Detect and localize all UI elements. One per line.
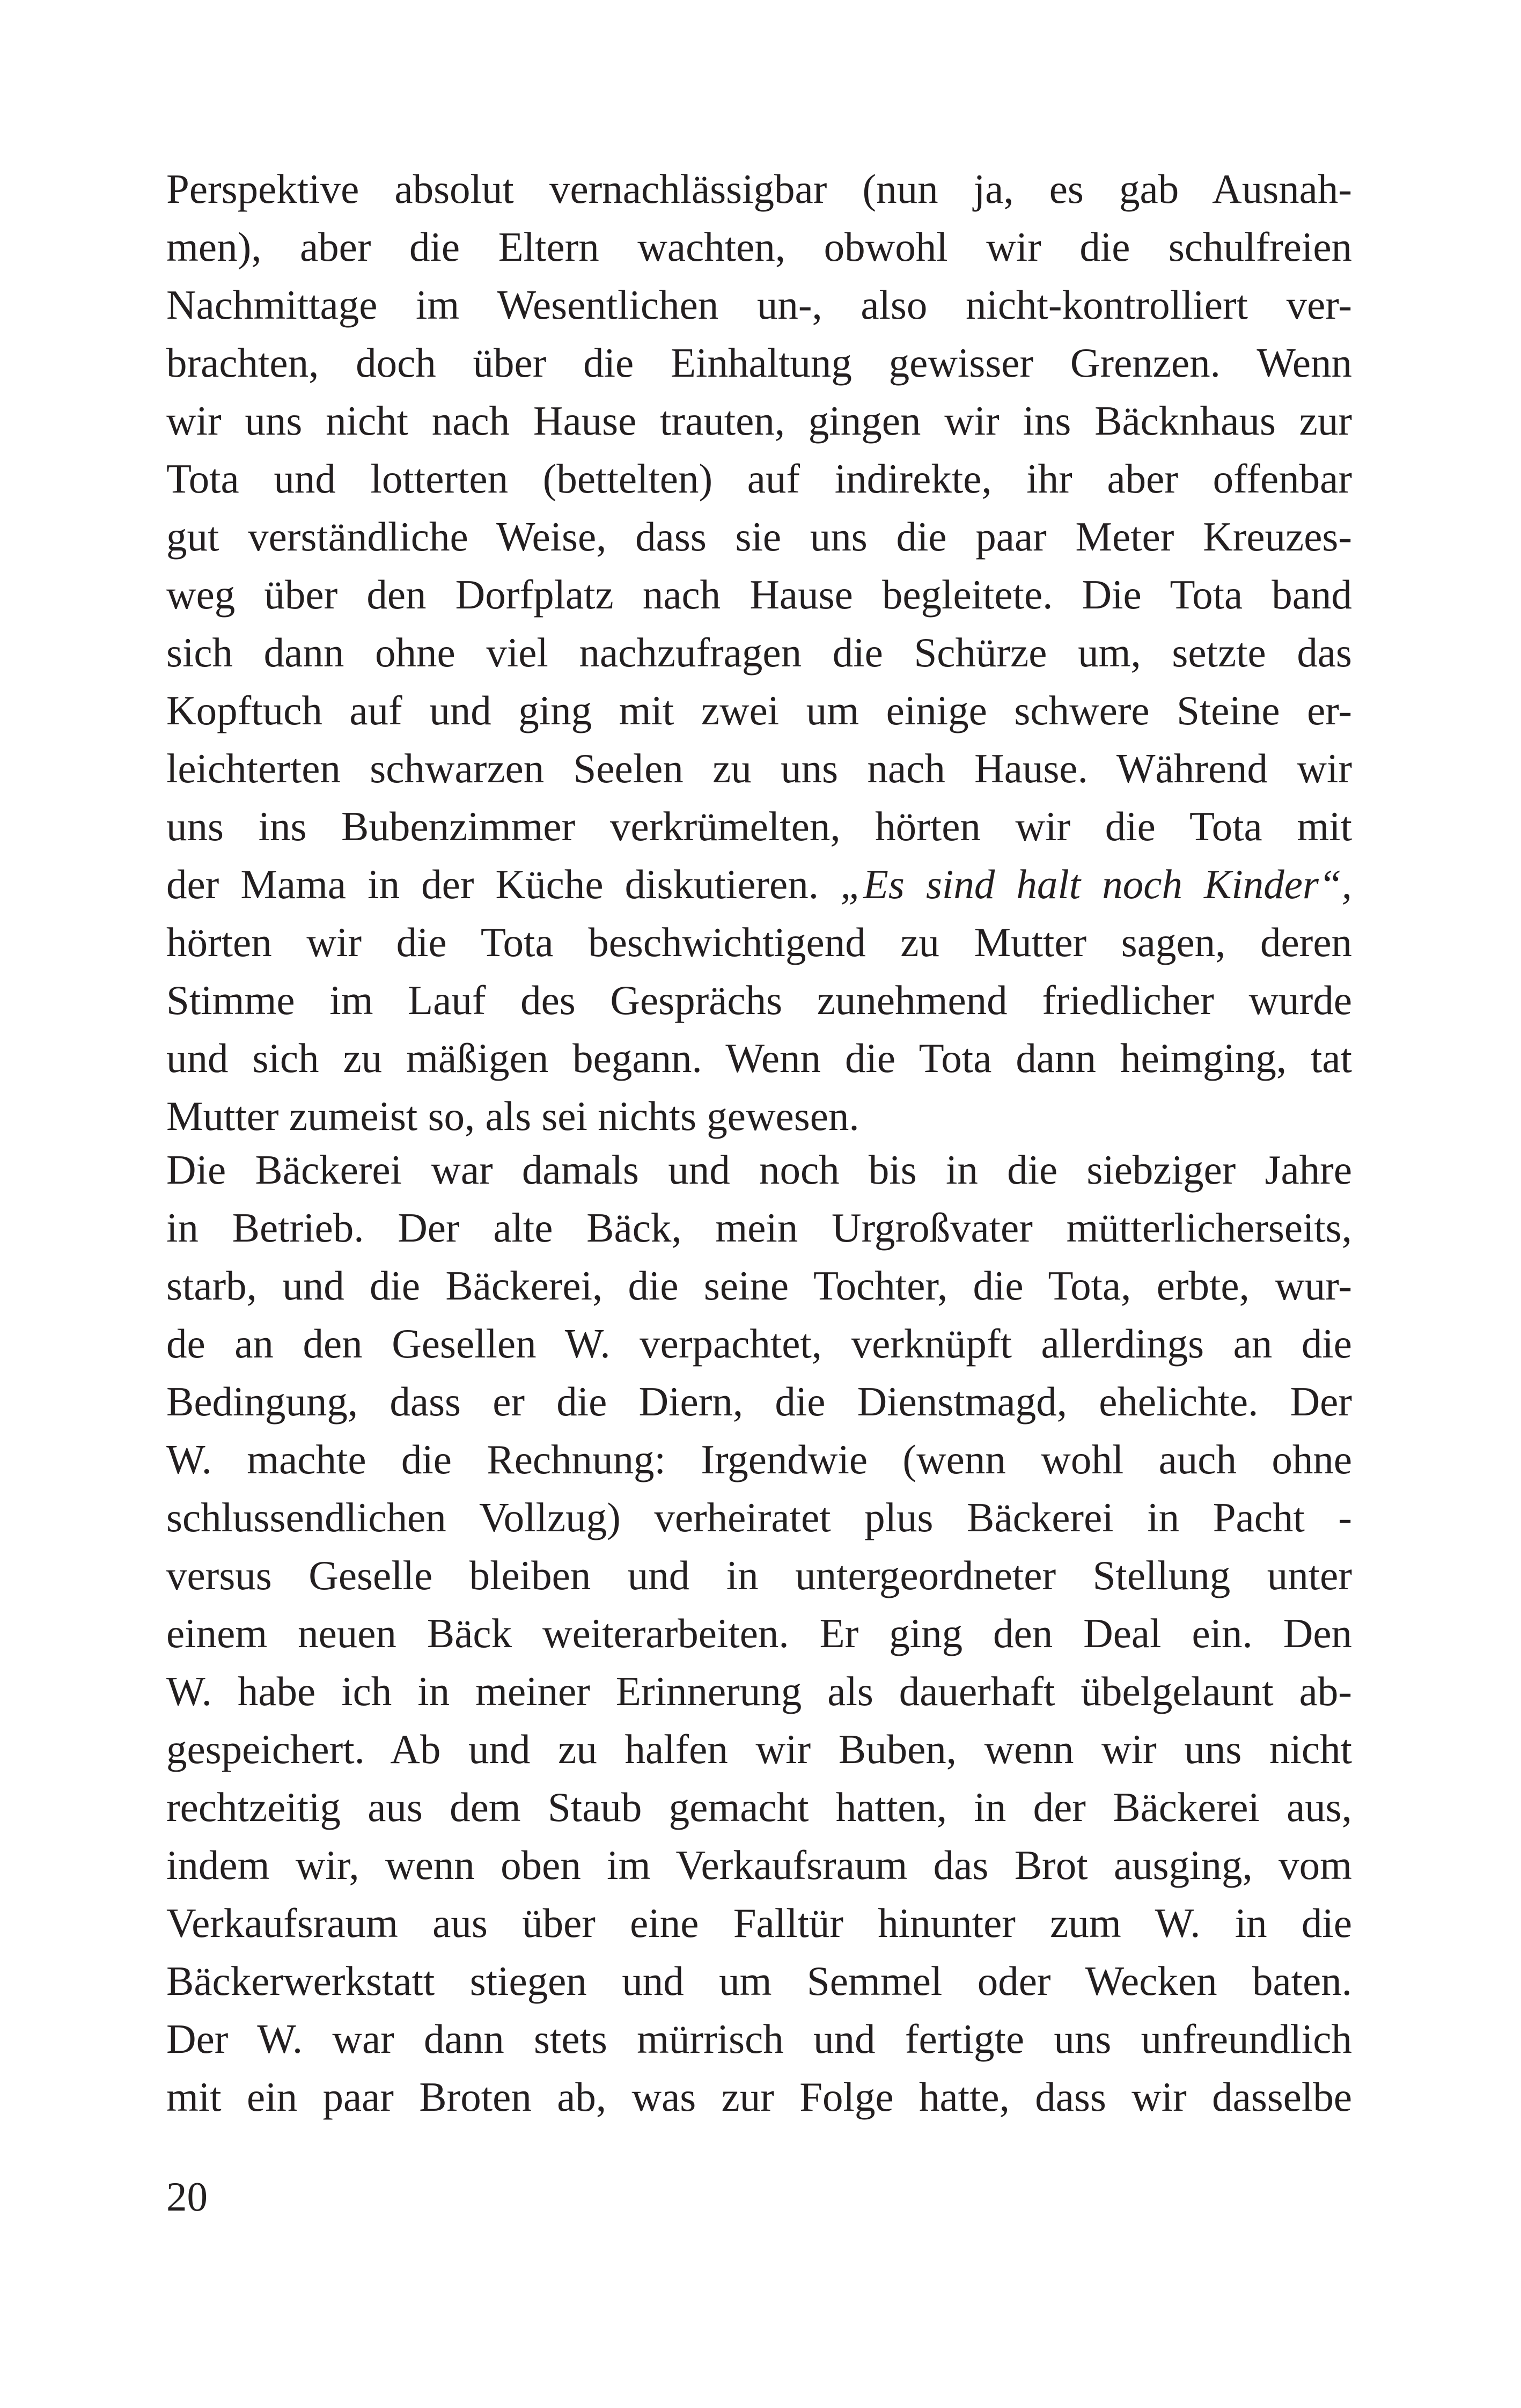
text-line: Mutter zumeist so, als sei nichts gewesen.	[166, 1093, 859, 1139]
text-line: Perspektive absolut vernachlässigbar (nun ja, es gab Ausnah-	[166, 166, 1352, 212]
text-line: schlussendlichen Vollzug) verheiratet plus Bäckerei in Pacht -	[166, 1494, 1352, 1540]
text-line: gut verständliche Weise, dass sie uns die paar Meter Kreuzes-	[166, 513, 1352, 560]
text-line: in Betrieb. Der alte Bäck, mein Urgroßvater mütterlicherseits,	[166, 1205, 1352, 1251]
text-line: versus Geselle bleiben und in untergeordneter Stellung unter	[166, 1552, 1352, 1598]
text-line: mit ein paar Broten ab, was zur Folge hatte, dass wir dasselbe	[166, 2074, 1352, 2120]
text-line: Stimme im Lauf des Gesprächs zunehmend friedlicher wurde	[166, 977, 1352, 1023]
text-segment: der Mama in der Küche diskutieren.	[166, 861, 819, 907]
text-line: Nachmittage im Wesentlichen un-, also nicht-kontrolliert ver-	[166, 282, 1352, 328]
text-line: leichterten schwarzen Seelen zu uns nach Hause. Während wir	[166, 745, 1352, 791]
paragraph-2	[166, 1141, 1352, 2126]
page-number: 20	[166, 2174, 208, 2220]
text-line: indem wir, wenn oben im Verkaufsraum das Brot ausging, vom	[166, 1842, 1352, 1888]
text-line: W. habe ich in meiner Erinnerung als dauerhaft übelgelaunt ab-	[166, 1668, 1352, 1714]
text-line: brachten, doch über die Einhaltung gewisser Grenzen. Wenn	[166, 340, 1352, 386]
text-line: rechtzeitig aus dem Staub gemacht hatten, in der Bäckerei aus,	[166, 1784, 1352, 1830]
text-line: Der W. war dann stets mürrisch und fertigte uns unfreundlich	[166, 2016, 1352, 2062]
text-line: sich dann ohne viel nachzufragen die Schürze um, setzte das	[166, 629, 1352, 676]
text-line: hörten wir die Tota beschwichtigend zu Mutter sagen, deren	[166, 919, 1352, 965]
paragraph-1	[166, 160, 1352, 1145]
text-line: gespeichert. Ab und zu halfen wir Buben, wenn wir uns nicht	[166, 1726, 1352, 1772]
text-line: Bäckerwerkstatt stiegen und um Semmel oder Wecken baten.	[166, 1958, 1352, 2004]
text-line: Kopftuch auf und ging mit zwei um einige schwere Steine er-	[166, 687, 1352, 733]
text-line: de an den Gesellen W. verpachtet, verknüpft allerdings an die	[166, 1320, 1352, 1367]
text-line: W. machte die Rechnung: Irgendwie (wenn wohl auch ohne	[166, 1436, 1352, 1482]
text-line: weg über den Dorfplatz nach Hause begleitete. Die Tota band	[166, 571, 1352, 618]
text-line: Verkaufsraum aus über eine Falltür hinunter zum W. in die	[166, 1900, 1352, 1946]
text-line: wir uns nicht nach Hause trauten, gingen wir ins Bäcknhaus zur	[166, 398, 1352, 444]
italic-quote: „Es sind halt noch Kinder“,	[840, 861, 1352, 907]
text-line: starb, und die Bäckerei, die seine Tochter, die Tota, erbte, wur-	[166, 1262, 1352, 1309]
text-line: und sich zu mäßigen begann. Wenn die Tota dann heimging, tat	[166, 1035, 1352, 1081]
text-line: men), aber die Eltern wachten, obwohl wir die schulfreien	[166, 224, 1352, 270]
text-line: Tota und lotterten (bettelten) auf indirekte, ihr aber offenbar	[166, 456, 1352, 502]
text-line-with-quote	[166, 855, 1352, 913]
text-line: uns ins Bubenzimmer verkrümelten, hörten wir die Tota mit	[166, 803, 1352, 849]
text-line: Bedingung, dass er die Diern, die Dienstmagd, ehelichte. Der	[166, 1378, 1352, 1425]
text-line: Die Bäckerei war damals und noch bis in die siebziger Jahre	[166, 1147, 1352, 1193]
text-line: einem neuen Bäck weiterarbeiten. Er ging den Deal ein. Den	[166, 1610, 1352, 1656]
